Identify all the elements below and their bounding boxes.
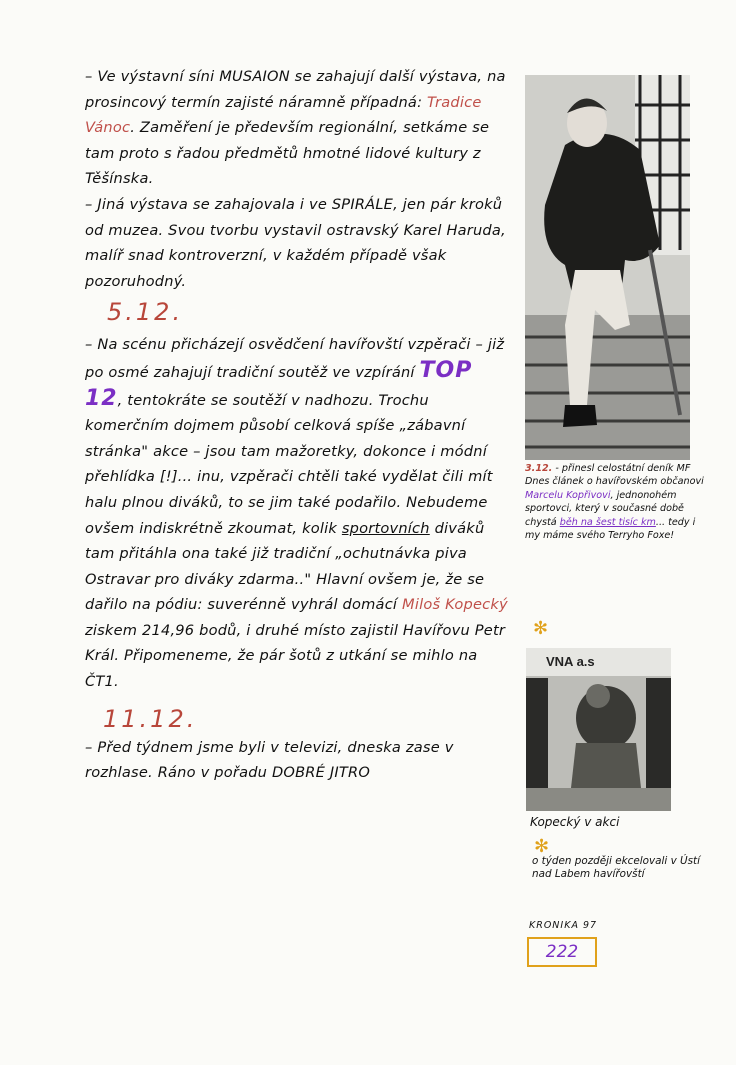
photo-marcel-kopriva [525, 75, 690, 460]
main-text-column [85, 64, 510, 786]
caption-text: - přinesl celostátní deník MF Dnes článek o havířovském občanovi [525, 463, 704, 488]
paragraph-text: ziskem 214,96 bodů, i druhé místo zajistil Havířovu Petr Král. Připomeneme, že pár šotů z utkání se mihlo na ČT1. [85, 621, 506, 691]
photo-caption-kopriva [525, 462, 705, 542]
asterisk-icon: ✻ [533, 618, 549, 639]
competition-name: TOP 12 [85, 357, 473, 411]
paragraph-text: . Zaměření je především regionální, setkáme se tam proto s řadou předmětů hmotné lidové kultury z Těšínska. [85, 119, 490, 188]
date-heading: 11.12. [103, 704, 198, 733]
paragraph-text: – Ve výstavní síni MUSAION se zahajují další výstava, na prosincový termín zajisté náramně případná: [85, 68, 506, 111]
paragraph-musaion [85, 64, 510, 192]
caption-text: , jednonohém sportovci, který v současné době chystá [525, 489, 684, 528]
chronicle-label: KRONIKA 97 [529, 920, 598, 931]
paragraph-radio: – Před týdnem jsme byli v televizi, dneska zase v rozhlase. Ráno v pořadu DOBRÉ JITRO [85, 738, 454, 782]
date-heading: 5.12. [107, 298, 184, 327]
paragraph-spirala: – Jiná výstava se zahajovala i ve SPIRÁLE, jen pár kroků od muzea. Svou tvorbu vystavil ostravský Karel Haruda, malíř snad kontroverzní, v každém případě však pozoruhodný. [85, 195, 506, 290]
banner-text: VNA a.s [546, 654, 595, 669]
caption-name: Marcelu Kopřivovi [525, 489, 611, 501]
paragraph-text: diváků tam přitáhla ona také již tradiční „ochutnávka piva Ostravar pro diváky zdarma.." Hlavní ovšem je, že se dařilo na pódiu: suverénně vyhrál domácí [85, 519, 485, 614]
photo-image [526, 648, 671, 811]
athlete-name: Miloš Kopecký [402, 596, 508, 614]
side-note: o týden později ekcelovali v Ústí nad Labem havířovští [532, 855, 701, 880]
page-number: 222 [545, 942, 579, 962]
caption-date: 3.12. [525, 463, 553, 474]
underlined-word: sportovních [341, 519, 430, 537]
photo-caption-kopecky: Kopecký v akci [530, 815, 620, 829]
caption-event: běh na šest tisíc km [559, 516, 656, 528]
photo-image [525, 75, 690, 460]
page-number-box [527, 937, 597, 967]
asterisk-icon: ✻ [534, 836, 550, 857]
caption-text: ... tedy i my máme svého Terryho Foxe! [525, 516, 696, 542]
paragraph-text: – Na scénu přicházejí osvědčení havířovští vzpěrači – již po osmé zahajují tradiční soutěž ve vzpírání [85, 336, 505, 381]
exhibition-title: Tradice Vánoc [85, 93, 482, 137]
photo-kopecky-in-action [526, 648, 671, 811]
paragraph-text: , tentokráte se soutěží v nadhozu. Trochu komerčním dojmem působí celková spíše „zábavní stránka" akce – jsou tam mažoretky, dokonce i módní přehlídka [!]... inu, vzpěrači chtěli také vydělat čili mít halu plnou diváků, to se jim také podařilo. Nebudeme ovšem indiskrétně zkoumat, kolik [85, 391, 493, 537]
paragraph-weightlifting [85, 332, 510, 694]
